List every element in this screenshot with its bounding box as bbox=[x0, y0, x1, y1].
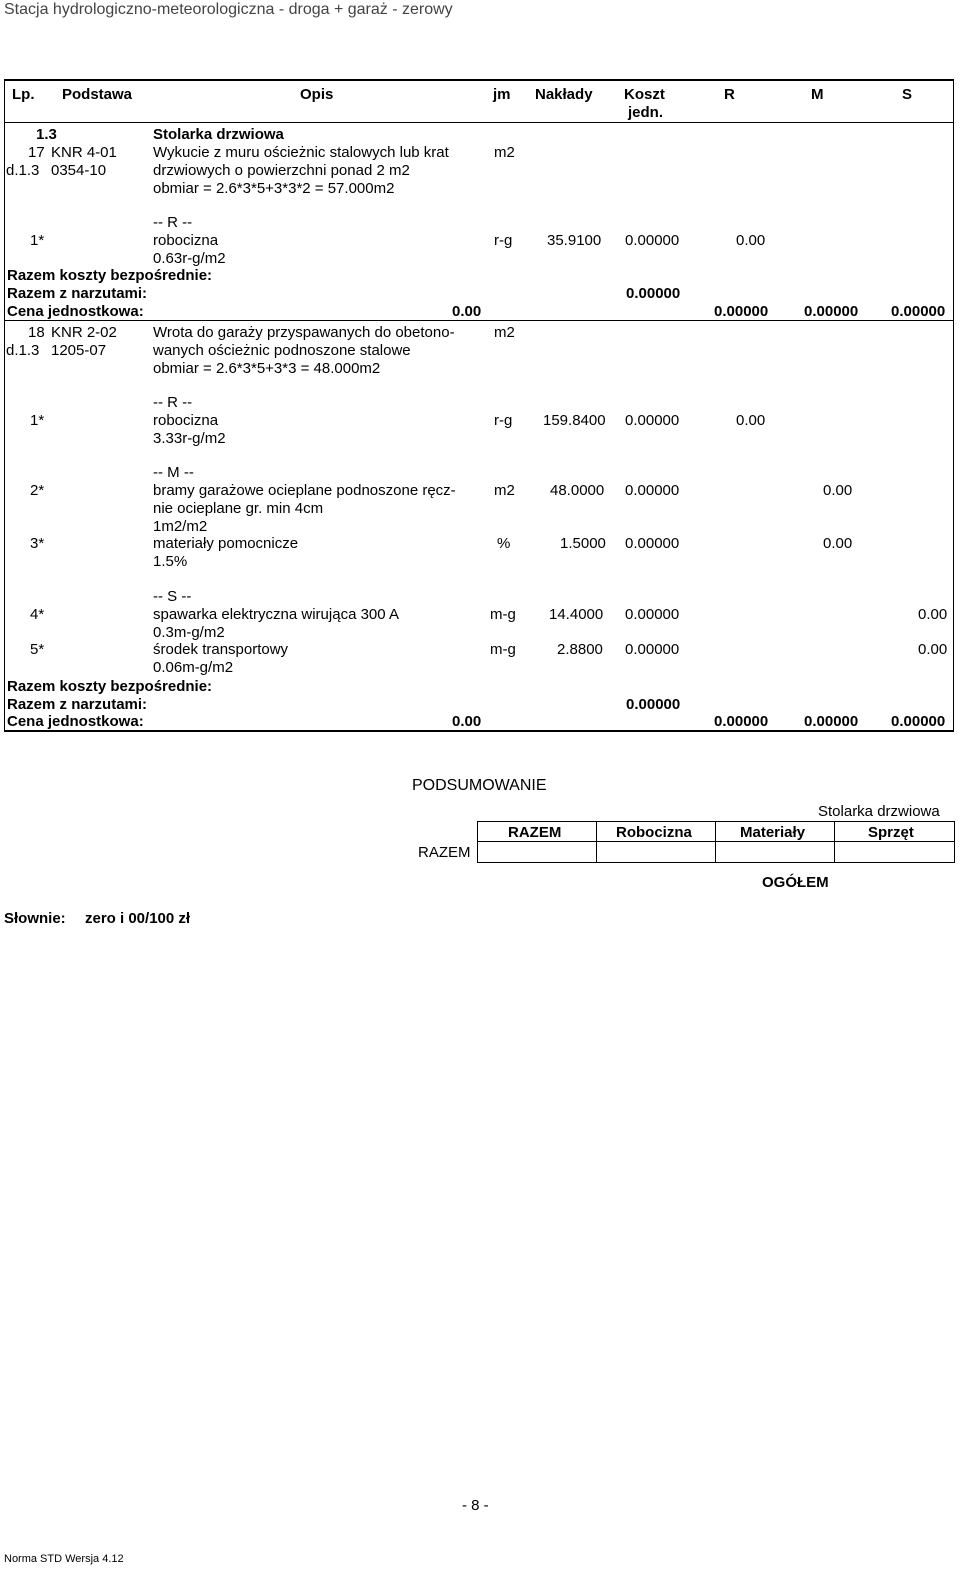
section-title: Stolarka drzwiowa bbox=[153, 126, 284, 143]
pos18-measure: obmiar = 2.6*3*5+3*3 = 48.000m2 bbox=[153, 360, 381, 377]
pos18-s-label: -- S -- bbox=[153, 588, 192, 605]
pos18-r1-price: 0.00000 bbox=[625, 412, 680, 429]
pos18-unit: m2 bbox=[494, 324, 515, 341]
pos17-description-line1: Wykucie z muru ościeżnic stalowych lub krat bbox=[153, 144, 449, 161]
summary-col-sprzet: Sprzęt bbox=[868, 824, 914, 841]
pos18-m2-norm: 1m2/m2 bbox=[153, 518, 208, 535]
summary-col-divider-3 bbox=[834, 821, 835, 862]
summary-col-materialy: Materiały bbox=[740, 824, 806, 841]
summary-col-robocizna: Robocizna bbox=[616, 824, 692, 841]
pos18-s4-norm: 0.3m-g/m2 bbox=[153, 624, 225, 641]
pos18-basis-code: 1205-07 bbox=[51, 342, 107, 359]
table-left-border bbox=[4, 79, 5, 731]
pos18-direct-costs: Razem koszty bezpośrednie: bbox=[7, 678, 213, 695]
header-jm: jm bbox=[493, 86, 511, 103]
header-lp: Lp. bbox=[12, 86, 35, 103]
pos18-s5-unit: m-g bbox=[490, 641, 516, 658]
pos18-m3-quantity: 1.5000 bbox=[560, 535, 606, 552]
table-bottom-border bbox=[4, 730, 954, 732]
words-value: zero i 00/100 zł bbox=[85, 910, 191, 927]
pos17-basis: KNR 4-01 bbox=[51, 144, 117, 161]
pos18-unit-price-m: 0.00000 bbox=[804, 713, 859, 730]
pos18-s5-quantity: 2.8800 bbox=[557, 641, 603, 658]
pos18-r1-r-value: 0.00 bbox=[736, 412, 766, 429]
header-bottom-border bbox=[4, 122, 954, 123]
header-r: R bbox=[724, 86, 735, 103]
pos17-r1-norm: 0.63r-g/m2 bbox=[153, 250, 226, 267]
summary-row-label: RAZEM bbox=[418, 844, 471, 861]
pos18-m3-name: materiały pomocnicze bbox=[153, 535, 299, 552]
pos18-s4-quantity: 14.4000 bbox=[549, 606, 604, 623]
pos18-m2-quantity: 48.0000 bbox=[550, 482, 605, 499]
pos18-r1-name: robocizna bbox=[153, 412, 219, 429]
header-naklady: Nakłady bbox=[535, 86, 593, 103]
pos18-description-line2: wanych ościeżnic podnoszone stalowe bbox=[153, 342, 411, 359]
pos18-r-label: -- R -- bbox=[153, 394, 193, 411]
pos18-s4-name: spawarka elektryczna wirująca 300 A bbox=[153, 606, 399, 623]
pos18-m-label: -- M -- bbox=[153, 464, 194, 481]
pos18-r1-norm: 3.33r-g/m2 bbox=[153, 430, 226, 447]
pos18-r1-quantity: 159.8400 bbox=[543, 412, 606, 429]
pos17-r1-number: 1* bbox=[30, 232, 45, 249]
pos17-unit-price-s: 0.00000 bbox=[891, 303, 946, 320]
pos18-number-ref: d.1.3 bbox=[6, 342, 40, 359]
pos17-description-line2: drzwiowych o powierzchni ponad 2 m2 bbox=[153, 162, 410, 179]
pos17-r1-quantity: 35.9100 bbox=[547, 232, 602, 249]
pos17-with-surcharges-value: 0.00000 bbox=[626, 285, 681, 302]
pos18-s4-number: 4* bbox=[30, 606, 45, 623]
pos18-s4-unit: m-g bbox=[490, 606, 516, 623]
pos17-r1-name: robocizna bbox=[153, 232, 219, 249]
pos18-s5-norm: 0.06m-g/m2 bbox=[153, 659, 234, 676]
pos17-r1-price: 0.00000 bbox=[625, 232, 680, 249]
summary-total-label: OGÓŁEM bbox=[762, 874, 829, 891]
pos18-r1-unit: r-g bbox=[494, 412, 513, 429]
summary-col-divider-2 bbox=[715, 821, 716, 862]
pos17-r1-unit: r-g bbox=[494, 232, 513, 249]
pos17-basis-code: 0354-10 bbox=[51, 162, 107, 179]
summary-title: PODSUMOWANIE bbox=[412, 777, 547, 794]
pos17-number-ref: d.1.3 bbox=[6, 162, 40, 179]
pos17-bottom-border bbox=[4, 320, 954, 321]
table-top-border bbox=[4, 79, 954, 81]
pos18-m2-name-line2: nie ocieplane gr. min 4cm bbox=[153, 500, 324, 517]
pos18-m3-m-value: 0.00 bbox=[823, 535, 853, 552]
summary-col-divider-1 bbox=[596, 821, 597, 862]
pos17-unit-price-m: 0.00000 bbox=[804, 303, 859, 320]
pos18-number: 18 bbox=[28, 324, 45, 341]
words-label: Słownie: bbox=[4, 910, 66, 927]
pos18-s4-s-value: 0.00 bbox=[918, 606, 948, 623]
pos18-m2-price: 0.00000 bbox=[625, 482, 680, 499]
pos17-r-label: -- R -- bbox=[153, 214, 193, 231]
pos18-s5-number: 5* bbox=[30, 641, 45, 658]
pos18-s4-price: 0.00000 bbox=[625, 606, 680, 623]
pos18-m3-norm: 1.5% bbox=[153, 553, 188, 570]
pos17-unit-price-r: 0.00000 bbox=[714, 303, 769, 320]
header-koszt: Koszt bbox=[624, 86, 665, 103]
pos17-number: 17 bbox=[28, 144, 45, 161]
pos18-s5-price: 0.00000 bbox=[625, 641, 680, 658]
pos18-s5-s-value: 0.00 bbox=[918, 641, 948, 658]
summary-col-razem: RAZEM bbox=[508, 824, 562, 841]
pos18-m2-name-line1: bramy garażowe ocieplane podnoszone ręcz- bbox=[153, 482, 456, 499]
pos18-m2-unit: m2 bbox=[494, 482, 515, 499]
pos17-r1-r-value: 0.00 bbox=[736, 232, 766, 249]
pos18-description-line1: Wrota do garaży przyspawanych do obetono- bbox=[153, 324, 455, 341]
header-opis: Opis bbox=[300, 86, 334, 103]
pos18-m2-number: 2* bbox=[30, 482, 45, 499]
pos18-with-surcharges-value: 0.00000 bbox=[626, 696, 681, 713]
header-m: M bbox=[811, 86, 824, 103]
document-title: Stacja hydrologiczno-meteorologiczna - droga + garaż - zerowy bbox=[4, 1, 453, 18]
footer-version: Norma STD Wersja 4.12 bbox=[4, 1553, 124, 1565]
section-number: 1.3 bbox=[36, 126, 57, 143]
pos17-unit-price-value: 0.00 bbox=[452, 303, 482, 320]
pos18-m2-m-value: 0.00 bbox=[823, 482, 853, 499]
pos17-unit: m2 bbox=[494, 144, 515, 161]
header-jedn: jedn. bbox=[628, 104, 664, 121]
pos17-with-surcharges: Razem z narzutami: bbox=[7, 285, 148, 302]
pos18-unit-price-r: 0.00000 bbox=[714, 713, 769, 730]
pos18-m3-price: 0.00000 bbox=[625, 535, 680, 552]
pos18-m3-unit: % bbox=[497, 535, 511, 552]
pos17-direct-costs: Razem koszty bezpośrednie: bbox=[7, 267, 213, 284]
pos18-r1-number: 1* bbox=[30, 412, 45, 429]
page-number: - 8 - bbox=[462, 1497, 489, 1514]
header-podstawa: Podstawa bbox=[62, 86, 133, 103]
summary-section-name: Stolarka drzwiowa bbox=[818, 803, 940, 820]
pos17-measure: obmiar = 2.6*3*5+3*3*2 = 57.000m2 bbox=[153, 180, 395, 197]
pos18-with-surcharges: Razem z narzutami: bbox=[7, 696, 148, 713]
pos18-basis: KNR 2-02 bbox=[51, 324, 117, 341]
header-s: S bbox=[902, 86, 913, 103]
pos18-unit-price-value: 0.00 bbox=[452, 713, 482, 730]
pos18-unit-price-s: 0.00000 bbox=[891, 713, 946, 730]
table-right-border bbox=[953, 79, 954, 731]
pos18-s5-name: środek transportowy bbox=[153, 641, 289, 658]
pos17-unit-price: Cena jednostkowa: bbox=[7, 303, 144, 320]
pos18-m3-number: 3* bbox=[30, 535, 45, 552]
pos18-unit-price: Cena jednostkowa: bbox=[7, 713, 144, 730]
